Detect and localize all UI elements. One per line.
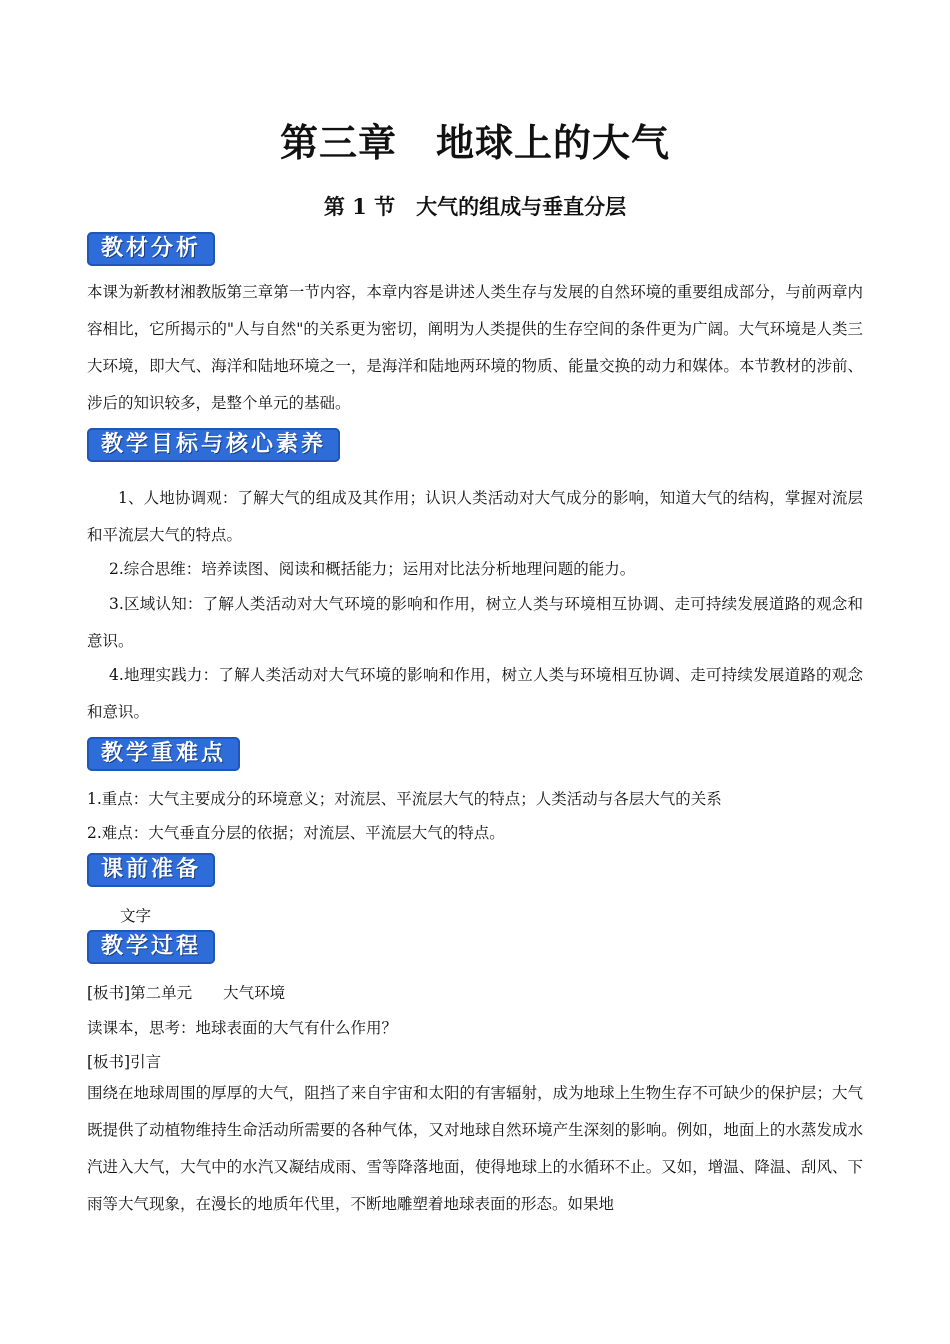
process-line-1: [板书]第二单元 大气环境 [87,984,286,1002]
process-line-2: 读课本，思考：地球表面的大气有什么作用？ [87,1019,398,1037]
objective-item-2: 2.综合思维：培养读图、阅读和概括能力；运用对比法分析地理问题的能力。 [109,560,636,578]
objective-item-4: 4.地理实践力：了解人类活动对大气环境的影响和作用，树立人类与环境相互协调、走可持续发展道路的观念和意识。 [87,666,863,721]
key-point-item-2: 2.难点：大气垂直分层的依据；对流层、平流层大气的特点。 [87,824,505,842]
analysis-paragraph: 本课为新教材湘教版第三章第一节内容，本章内容是讲述人类生存与发展的自然环境的重要组成部分，与前两章内容相比，它所揭示的"人与自然"的关系更为密切，阐明为人类提供的生存空间的条件更为广阔。大气环境是人类三大环境，即大气、海洋和陆地环境之一，是海洋和陆地两环境的物质、能量交换的动力和媒体。本节教材的涉前、涉后的知识较多，是整个单元的基础。 [87,283,863,412]
badge-key-difficult-points: 教学重难点 [87,737,240,771]
chapter-title: 第三章 地球上的大气 [279,121,670,165]
badge-teaching-objectives: 教学目标与核心素养 [87,428,340,462]
objective-item-3: 3.区域认知：了解人类活动对大气环境的影响和作用，树立人类与环境相互协调、走可持续发展道路的观念和意识。 [87,595,863,650]
process-line-3: [板书]引言 [87,1053,162,1071]
objective-item-1: 1、人地协调观：了解大气的组成及其作用；认识人类活动对大气成分的影响，知道大气的结构，掌握对流层和平流层大气的特点。 [87,489,863,544]
section-title: 第 1 节 大气的组成与垂直分层 [323,194,627,219]
badge-textbook-analysis: 教材分析 [87,232,215,266]
key-point-item-1: 1.重点：大气主要成分的环境意义；对流层、平流层大气的特点；人类活动与各层大气的关系 [87,790,722,808]
badge-teaching-process: 教学过程 [87,930,215,964]
badge-pre-class-preparation: 课前准备 [87,853,215,887]
process-paragraph: 围绕在地球周围的厚厚的大气，阻挡了来自宇宙和太阳的有害辐射，成为地球上生物生存不可缺少的保护层；大气既提供了动植物维持生命活动所需要的各种气体，又对地球自然环境产生深刻的影响。例如，地面上的水蒸发成水汽进入大气，大气中的水汽又凝结成雨、雪等降落地面，使得地球上的水循环不止。又如，增温、降温、刮风、下雨等大气现象，在漫长的地质年代里，不断地雕塑着地球表面的形态。如果地 [87,1084,863,1213]
preparation-text: 文字 [120,907,152,925]
